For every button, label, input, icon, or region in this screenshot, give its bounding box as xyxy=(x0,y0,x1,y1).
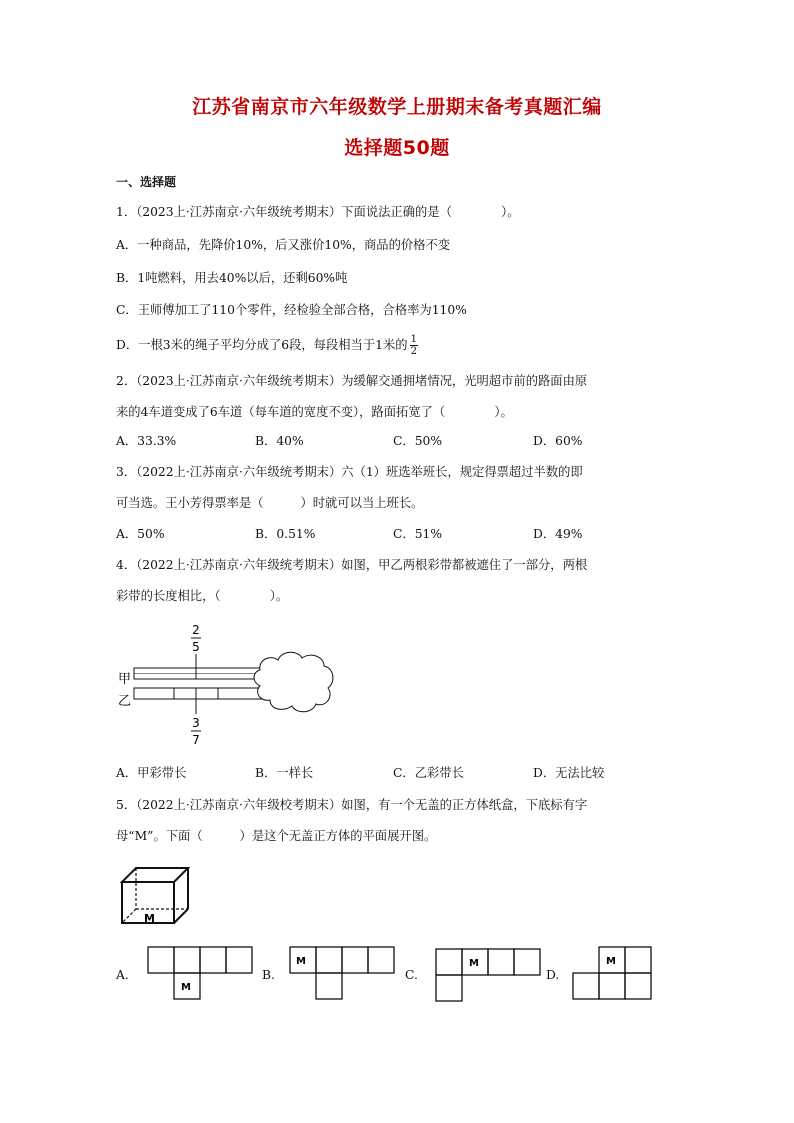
net-option-d xyxy=(572,944,652,1000)
net-option-a xyxy=(147,946,257,1002)
q5-option-b-label: B. xyxy=(262,968,275,982)
label-yi: 乙 xyxy=(118,694,132,709)
net-b-letter: M xyxy=(296,956,306,967)
q2-option-b: B．40% xyxy=(255,434,304,448)
q1-option-b: B．1吨燃料，用去40%以后，还剩60%吨 xyxy=(116,271,348,285)
net-c-letter: M xyxy=(469,958,479,969)
q2-option-a: A．33.3% xyxy=(116,434,177,448)
ribbon-yi xyxy=(134,688,264,699)
cube-hidden-edge-3 xyxy=(122,909,136,923)
q4-option-d: D．无法比较 xyxy=(533,766,605,780)
q1-option-d xyxy=(116,334,418,357)
cube-letter-m: M xyxy=(144,912,155,925)
cloud-icon xyxy=(254,652,333,712)
ribbon-top-numerator: 2 xyxy=(192,623,200,637)
net-option-c xyxy=(435,946,545,1002)
q2-stem-line1: 2．（2023上·江苏南京·六年级统考期末）为缓解交通拥堵情况，光明超市前的路面由原 xyxy=(116,374,588,388)
q3-option-c: C．51% xyxy=(393,527,443,541)
q1-fraction-denominator: 2 xyxy=(410,346,417,357)
q3-option-a: A．50% xyxy=(116,527,165,541)
cube-right-edge-2 xyxy=(174,909,188,923)
q1-option-d-text: D．一根3米的绳子平均分成了6段，每段相当于1米的 xyxy=(116,338,408,352)
q4-stem-line2: 彩带的长度相比，（ ）。 xyxy=(116,589,289,603)
cube-top-face xyxy=(122,868,188,882)
label-jia: 甲 xyxy=(118,672,132,687)
q5-stem-line2: 母“M”。下面（ ）是这个无盖正方体的平面展开图。 xyxy=(116,829,437,843)
q2-option-c: C．50% xyxy=(393,434,443,448)
q3-stem-line2: 可当选。王小芳得票率是（ ）时就可以当上班长。 xyxy=(116,496,424,510)
q5-option-d-label: D. xyxy=(546,968,560,982)
ribbon-top-denominator: 5 xyxy=(192,640,200,654)
q1-fraction xyxy=(410,334,418,357)
q5-option-c-label: C. xyxy=(405,968,418,982)
ribbon-bottom-numerator: 3 xyxy=(192,716,200,730)
document-subtitle: 选择题50题 xyxy=(344,137,450,159)
q5-stem-line1: 5．（2022上·江苏南京·六年级校考期末）如图，有一个无盖的正方体纸盒，下底标有字 xyxy=(116,798,588,812)
q1-option-a: A．一种商品，先降价10%，后又涨价10%，商品的价格不变 xyxy=(116,238,451,252)
q4-option-c: C．乙彩带长 xyxy=(393,766,464,780)
ribbon-figure xyxy=(112,620,342,752)
q2-option-d: D．60% xyxy=(533,434,583,448)
q3-option-b: B．0.51% xyxy=(255,527,316,541)
q4-stem-line1: 4．（2022上·江苏南京·六年级统考期末）如图，甲乙两根彩带都被遮住了一部分，两根 xyxy=(116,558,588,572)
net-a-letter: M xyxy=(181,982,191,993)
q1-fraction-numerator: 1 xyxy=(410,334,417,345)
q1-option-c: C．王师傅加工了110个零件，经检验全部合格，合格率为110% xyxy=(116,303,467,317)
q3-option-d: D．49% xyxy=(533,527,583,541)
q4-option-b: B．一样长 xyxy=(255,766,314,780)
section-heading: 一、选择题 xyxy=(116,175,177,189)
ribbon-bottom-denominator: 7 xyxy=(192,733,200,747)
q2-stem-line2: 来的4车道变成了6车道（每车道的宽度不变），路面拓宽了（ ）。 xyxy=(116,405,513,419)
net-option-b xyxy=(289,946,399,1002)
document-title: 江苏省南京市六年级数学上册期末备考真题汇编 xyxy=(192,96,602,118)
net-d-letter: M xyxy=(606,956,616,967)
open-cube-figure xyxy=(118,856,198,928)
q1-stem: 1．（2023上·江苏南京·六年级统考期末）下面说法正确的是（ ）。 xyxy=(116,205,520,219)
q5-option-a-label: A. xyxy=(116,968,129,982)
q4-option-a: A．甲彩带长 xyxy=(116,766,187,780)
q3-stem-line1: 3．（2022上·江苏南京·六年级统考期末）六（1）班选举班长，规定得票超过半数的即 xyxy=(116,465,583,479)
